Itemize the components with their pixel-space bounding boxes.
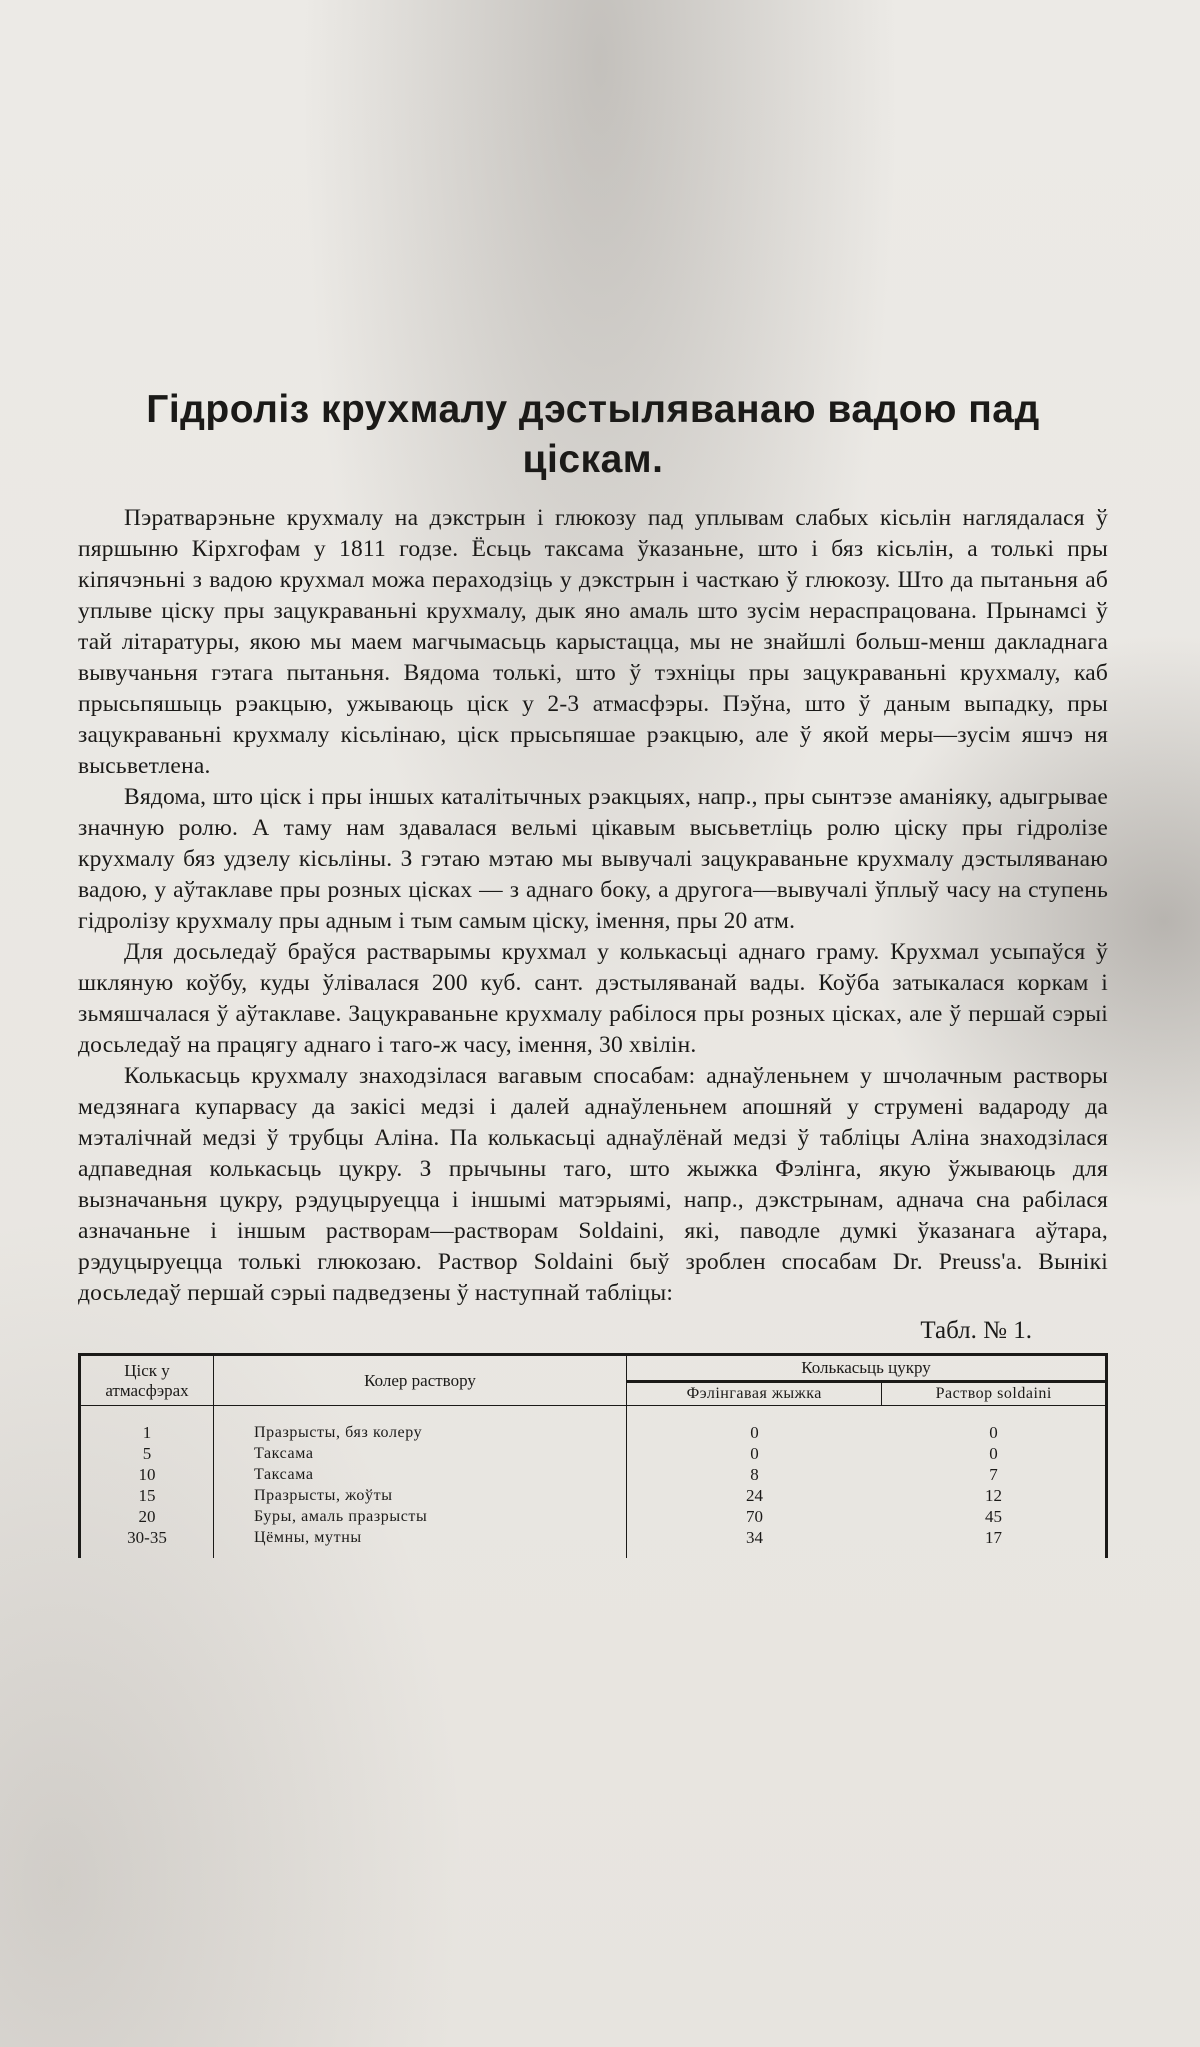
header-sugar-amount: Колькасьць цукру <box>627 1355 1107 1382</box>
cell-pressure: 5 <box>80 1443 214 1464</box>
cell-soldaini: 45 <box>882 1506 1107 1527</box>
paragraph-1: Пэратварэньне крухмалу на дэкстрын і глюкозу пад уплывам слабых кісьлін нaглядалася ў пяршыню Кірхгофам у 1811 годзе. Ёсьць таксама ўказаньне, што і бяз кісьлін, а толькі пры кіпячэньні з вадою крухмал можа пераходзіць у дэкстрын і часткаю ў глюкозу. Што да пытаньня аб уплыве ціску пры зацукраваньні крухмалу, дык яно амаль што зусім нераспрацована. Прынамсі ў тай літаратуры, якою мы маем магчымасьць карыстацца, мы не знайшлі больш-менш дакладнага вывучаньня гэтага пытаньня. Вядома толькі, што ў тэхніцы пры зацукраваньні крухмалу, каб прысьпяшыць рэакцыю, ужываюць ціск у 2-3 атмасфэры. Пэўна, што ў даным выпадку, пры зацукраваньні крухмалу кісьлінаю, ціск прысьпяшае рэакцыю, але ў якой меры—зусім яшчэ ня высьветлена. <box>78 505 1108 779</box>
cell-color: Празрысты, жоўты <box>214 1485 627 1506</box>
header-color: Колер раствору <box>214 1355 627 1406</box>
results-table <box>78 1353 1108 1558</box>
cell-soldaini: 7 <box>882 1464 1107 1485</box>
paragraph-4: Колькасьць крухмалу знаходзілася вагавым спосабам: аднаўленьнем у шчолачным растворы медзянага купарвасу да закісі медзі і далей аднаўленьнем апошняй у струмені вадароду да мэталічнай медзі ў трубцы Аліна. Па колькасьці аднаўлёнай медзі ў табліцы Аліна знаходзілася адпаведная колькасьць цукру. З прычыны таго, што жыжка Фэлінга, якую ўжываюць для вызначаньня цукру, рэдуцыруецца і іншымі матэрыямі, напр., дэкстрынам, аднача сна рабілася азначаньне і іншым растворам—растворам Soldaini, які, паводле думкі ўказанага аўтара, рэдуцыруецца толькі глюкозаю. Раствор Soldaini быў зроблен спосабам Dr. Preuss'a. Вынікі досьледаў першай сэрыі падведзены ў наступнай табліцы: <box>78 1063 1108 1306</box>
cell-fehling: 0 <box>750 1444 759 1463</box>
cell-color: Буры, амаль празрысты <box>214 1506 627 1527</box>
cell-color: Празрысты, бяз колеру <box>214 1406 627 1444</box>
cell-soldaini: 17 <box>882 1527 1107 1558</box>
cell-pressure: 30-35 <box>80 1527 214 1558</box>
cell-fehling: 70 <box>745 1507 763 1526</box>
document-body <box>78 385 1108 1558</box>
cell-soldaini: 12 <box>882 1485 1107 1506</box>
cell-soldaini: 0 <box>882 1406 1107 1444</box>
table-row <box>80 1443 1107 1464</box>
paragraph-3: Для досьледаў браўся растварымы крухмал у колькасьці аднаго граму. Крухмал усыпаўся ў шкляную коўбу, куды ўлівалася 200 куб. сант. дэстыляванай вады. Коўба затыкалася коркам і зьмяшчалася ў аўтаклаве. Зацукраваньне крухмалу рабілося пры розных цісках, але ў першай сэрыі досьледаў на працягу аднаго і таго-ж часу, імення, 30 хвілін. <box>78 939 1108 1058</box>
table-body <box>80 1406 1107 1559</box>
cell-color: Цёмны, мутны <box>214 1527 627 1558</box>
cell-soldaini: 0 <box>882 1443 1107 1464</box>
table-row <box>80 1406 1107 1444</box>
cell-pressure: 15 <box>80 1485 214 1506</box>
cell-fehling: 0 <box>750 1423 759 1442</box>
cell-pressure: 20 <box>80 1506 214 1527</box>
cell-color: Таксама <box>214 1464 627 1485</box>
paragraph-2: Вядома, што ціск і пры іншых каталітычных рэакцыях, напр., пры сынтэзе аманіяку, адыгрывае значную ролю. А таму нам здавалася вельмі цікавым высьветліць ролю ціску пры гідролізе крухмалу бяз удзелу кісьліны. З гэтаю мэтаю мы вывучалі зацукраваньне крухмалу дэстыляванаю вадою, у аўтаклаве пры розных цісках — з аднаго боку, а другога—вывучалі ўплыў часу на ступень гідролізу крухмалу пры адным і тым самым ціску, імення, пры 20 атм. <box>78 784 1108 934</box>
cell-fehling: 8 <box>750 1465 759 1484</box>
page-title: Гідроліз крухмалу дэстыляванаю вадою пад ціскам. <box>146 388 1040 481</box>
table-row <box>80 1527 1107 1558</box>
header-fehling: Фэлінгавая жыжка <box>627 1382 882 1406</box>
cell-fehling: 24 <box>745 1486 763 1505</box>
cell-color: Таксама <box>214 1443 627 1464</box>
header-soldaini: Раствор soldaini <box>882 1382 1107 1406</box>
cell-fehling: 34 <box>745 1528 763 1547</box>
cell-pressure: 1 <box>80 1406 214 1444</box>
cell-pressure: 10 <box>80 1464 214 1485</box>
table-caption: Табл. № 1. <box>920 1317 1032 1344</box>
table-row <box>80 1506 1107 1527</box>
header-pressure: Ціск у атмасфэрах <box>80 1355 214 1406</box>
table-row <box>80 1485 1107 1506</box>
table-row <box>80 1464 1107 1485</box>
